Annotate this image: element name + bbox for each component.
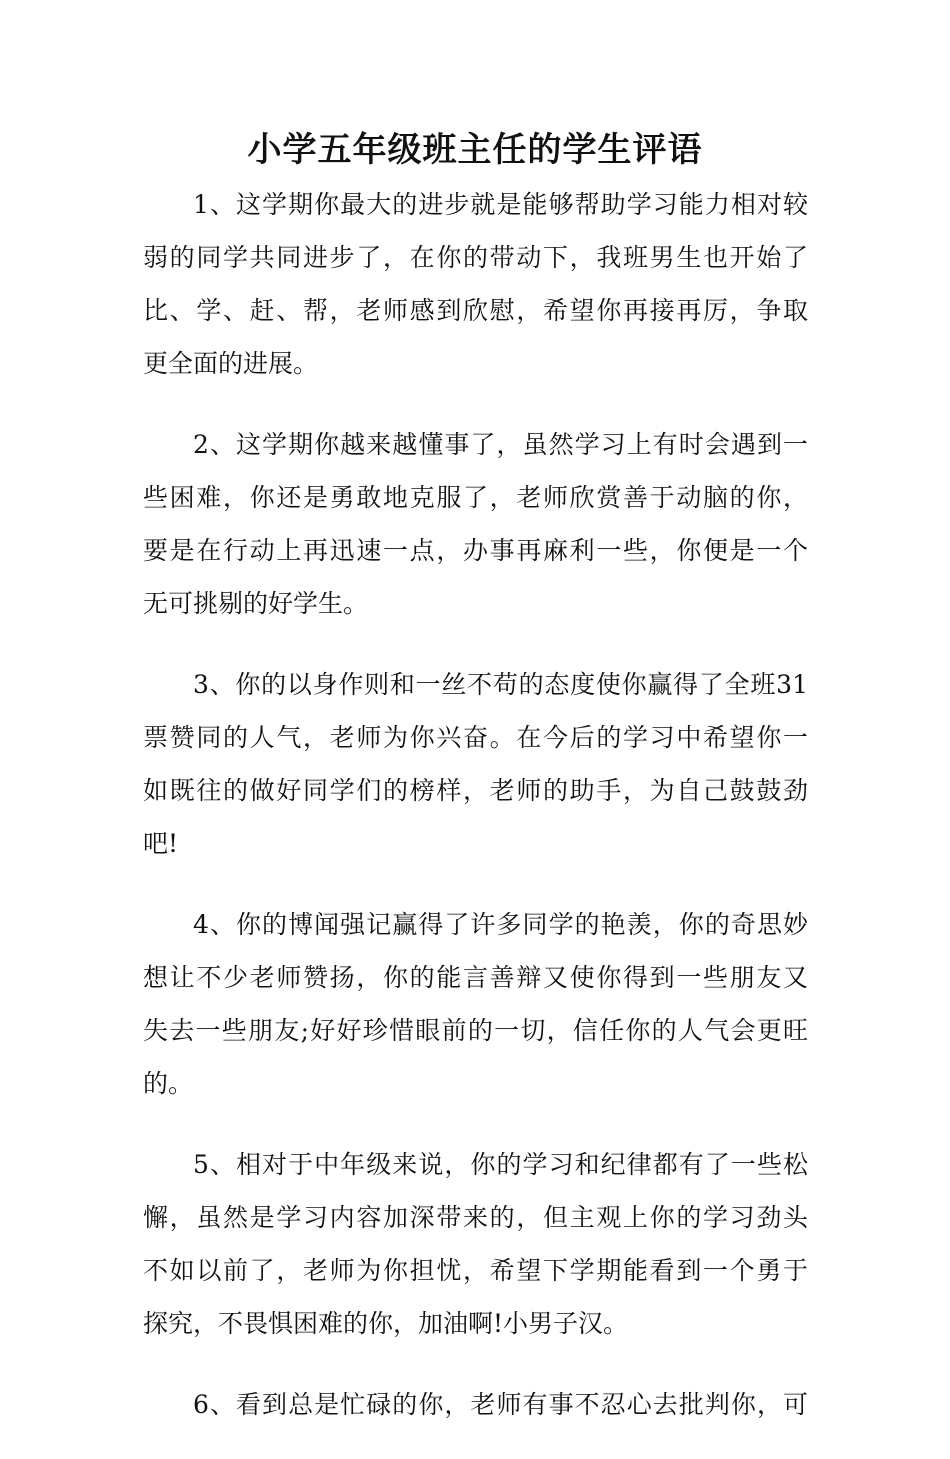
- document-body: [143, 178, 808, 1459]
- text-line: 如既往的做好同学们的榜样，老师的助手，为自己鼓鼓劲: [143, 776, 808, 805]
- text-line: 5、相对于中年级来说，你的学习和纪律都有了一些松: [193, 1150, 808, 1179]
- text-line: 探究，不畏惧困难的你，加油啊!小男子汉。: [143, 1309, 629, 1338]
- text-line: 要是在行动上再迅速一点，办事再麻利一些，你便是一个: [143, 536, 808, 565]
- comment-paragraph-2: [143, 418, 808, 630]
- text-line: 失去一些朋友;好好珍惜眼前的一切，信任你的人气会更旺: [143, 1016, 808, 1045]
- text-line: 弱的同学共同进步了，在你的带动下，我班男生也开始了: [143, 243, 808, 272]
- text-line: 3、你的以身作则和一丝不苟的态度使你赢得了全班31: [193, 670, 808, 699]
- comment-paragraph-5: [143, 1138, 808, 1350]
- page-title: 小学五年级班主任的学生评语: [247, 130, 703, 170]
- text-line: 更全面的进展。: [143, 349, 319, 378]
- text-line: 2、这学期你越来越懂事了，虽然学习上有时会遇到一: [193, 430, 808, 459]
- text-line: 想让不少老师赞扬，你的能言善辩又使你得到一些朋友又: [143, 963, 808, 992]
- text-line: 不如以前了，老师为你担忧，希望下学期能看到一个勇于: [143, 1256, 808, 1285]
- text-line: 比、学、赶、帮，老师感到欣慰，希望你再接再厉，争取: [143, 296, 808, 325]
- comment-paragraph-3: [143, 658, 808, 870]
- text-line: 6、看到总是忙碌的你，老师有事不忍心去批判你，可: [193, 1390, 808, 1419]
- comment-paragraph-4: [143, 898, 808, 1110]
- text-line: 无可挑剔的好学生。: [143, 589, 369, 618]
- text-line: 票赞同的人气，老师为你兴奋。在今后的学习中希望你一: [143, 723, 808, 752]
- text-line: 的。: [143, 1069, 194, 1098]
- comment-paragraph-6: [143, 1378, 808, 1431]
- text-line: 4、你的博闻强记赢得了许多同学的艳羡，你的奇思妙: [193, 910, 808, 939]
- text-line: 懈，虽然是学习内容加深带来的，但主观上你的学习劲头: [143, 1203, 808, 1232]
- comment-paragraph-1: [143, 178, 808, 390]
- text-line: 1、这学期你最大的进步就是能够帮助学习能力相对较: [193, 190, 808, 219]
- text-line: 些困难，你还是勇敢地克服了，老师欣赏善于动脑的你，: [143, 483, 808, 512]
- text-line: 吧!: [143, 829, 179, 858]
